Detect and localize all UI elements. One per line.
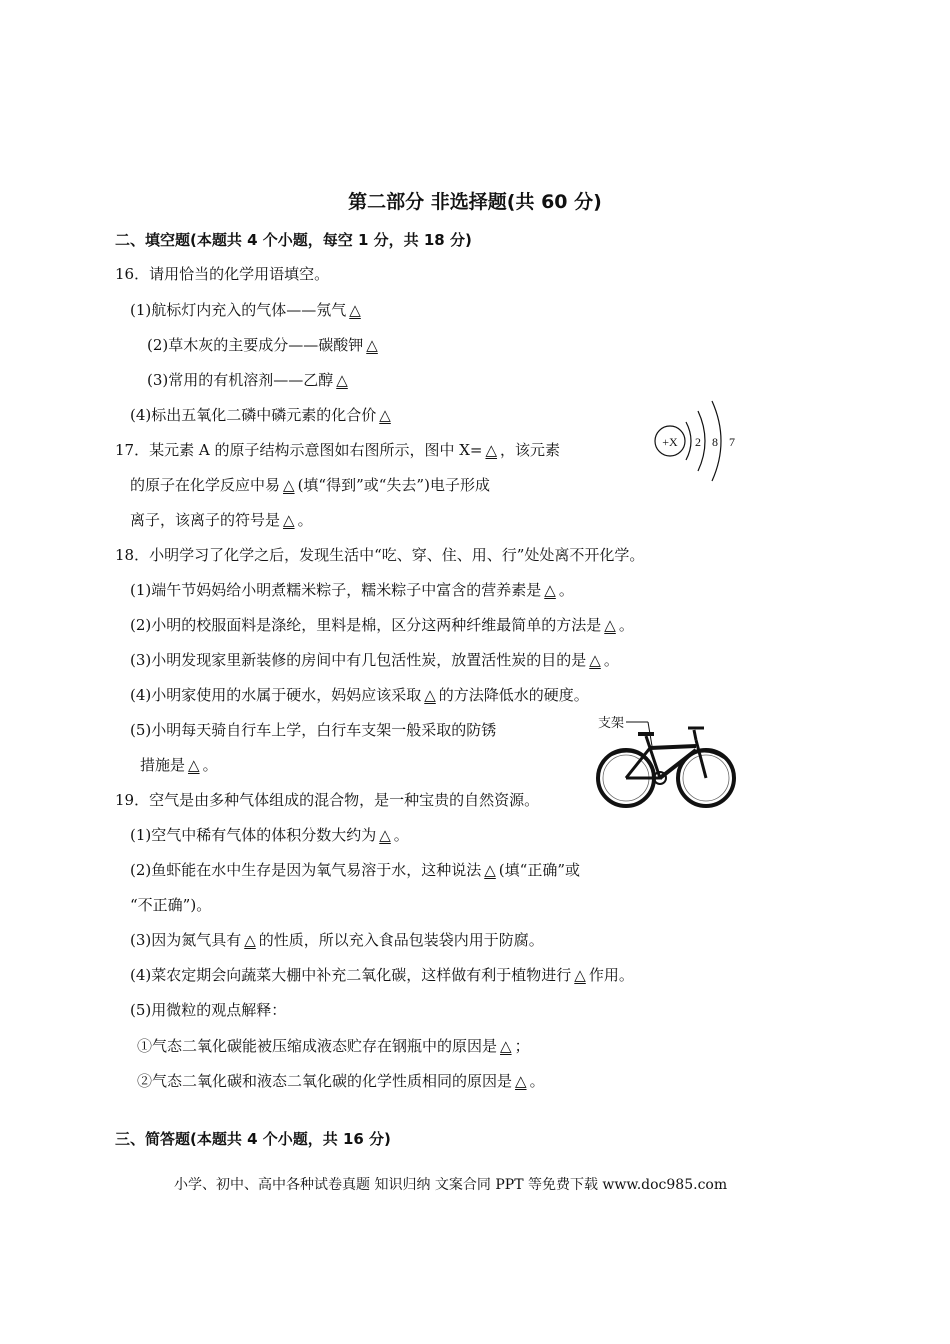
q16-part4: (4)标出五氧化二磷中磷元素的化合价 △ bbox=[130, 405, 394, 425]
q18-stem: 18．小明学习了化学之后，发现生活中“吃、穿、住、用、行”处处离不开化学。 bbox=[115, 546, 645, 564]
answer-blank: △ bbox=[283, 511, 295, 529]
q18-part2: (2)小明的校服面料是涤纶，里料是棉，区分这两种纤维最简单的方法是 △ 。 bbox=[130, 616, 634, 634]
q16-part2: (2)草木灰的主要成分——碳酸钾 △ bbox=[147, 335, 381, 355]
shell-electrons-2: 8 bbox=[712, 435, 718, 449]
q18-part3: (3)小明发现家里新装修的房间中有几包活性炭，放置活性炭的目的是 △ 。 bbox=[130, 651, 619, 669]
q19-sub2: ②气态二氧化碳和液态二氧化碳的化学性质相同的原因是 △ 。 bbox=[137, 1072, 545, 1090]
answer-blank: △ bbox=[379, 826, 391, 844]
answer-blank: △ bbox=[188, 756, 200, 774]
answer-blank: △ bbox=[604, 616, 616, 634]
answer-blank: △ bbox=[379, 406, 391, 424]
answer-blank: △ bbox=[500, 1037, 512, 1055]
q16-part1: (1)航标灯内充入的气体——氖气 △ bbox=[130, 300, 364, 320]
q18-part4: (4)小明家使用的水属于硬水，妈妈应该采取 △ 的方法降低水的硬度。 bbox=[130, 686, 589, 704]
page-footer: 小学、初中、高中各种试卷真题 知识归纳 文案合同 PPT 等免费下载 www.doc985.com bbox=[174, 1177, 728, 1193]
nucleus-label: +X bbox=[662, 435, 678, 449]
q19-part3: (3)因为氮气具有 △ 的性质，所以充入食品包装袋内用于防腐。 bbox=[130, 931, 544, 949]
answer-blank: △ bbox=[283, 476, 295, 494]
q17-line3: 离子，该离子的符号是 △ 。 bbox=[130, 511, 313, 529]
q19-stem: 19．空气是由多种气体组成的混合物，是一种宝贵的自然资源。 bbox=[115, 791, 540, 809]
answer-blank: △ bbox=[574, 966, 586, 984]
answer-blank: △ bbox=[484, 861, 496, 879]
q17-line2: 的原子在化学反应中易 △ (填“得到”或“失去”)电子形成 bbox=[130, 476, 490, 494]
answer-blank: △ bbox=[366, 336, 378, 354]
answer-blank: △ bbox=[336, 371, 348, 389]
q19-part5: (5)用微粒的观点解释： bbox=[130, 1001, 287, 1019]
answer-blank: △ bbox=[349, 301, 361, 319]
answer-blank: △ bbox=[485, 441, 498, 459]
q19-part2-cont: “不正确”)。 bbox=[130, 896, 212, 914]
atom-structure-diagram bbox=[650, 398, 745, 488]
q19-part1: (1)空气中稀有气体的体积分数大约为 △ 。 bbox=[130, 826, 409, 844]
q18-part1: (1)端午节妈妈给小明煮糯米粽子，糯米粽子中富含的营养素是 △ 。 bbox=[130, 581, 574, 599]
q18-part5: (5)小明每天骑自行车上学，白行车支架一般采取的防锈 bbox=[130, 721, 497, 739]
answer-blank: △ bbox=[244, 931, 256, 949]
shell-electrons-1: 2 bbox=[695, 435, 701, 449]
answer-blank: △ bbox=[424, 686, 436, 704]
answer-blank: △ bbox=[544, 581, 556, 599]
bike-support-label: 支架 bbox=[598, 716, 625, 731]
q19-part4: (4)菜农定期会向蔬菜大棚中补充二氧化碳，这样做有利于植物进行 △ 作用。 bbox=[130, 966, 634, 984]
section-3-heading: 三、简答题(本题共 4 个小题，共 16 分) bbox=[115, 1130, 391, 1148]
q17-line1: 17．某元素 A 的原子结构示意图如右图所示，图中 X= △ ，该元素 bbox=[115, 441, 561, 459]
section-2-heading: 二、填空题(本题共 4 个小题，每空 1 分，共 18 分) bbox=[115, 231, 472, 249]
answer-blank: △ bbox=[589, 651, 601, 669]
q19-part2: (2)鱼虾能在水中生存是因为氧气易溶于水，这种说法 △ (填“正确”或 bbox=[130, 861, 580, 879]
shell-electrons-3: 7 bbox=[729, 435, 735, 449]
answer-blank: △ bbox=[515, 1072, 527, 1090]
page-title: 第二部分 非选择题(共 60 分) bbox=[348, 191, 602, 213]
q16-stem: 16．请用恰当的化学用语填空。 bbox=[115, 265, 330, 283]
bicycle-illustration bbox=[592, 710, 742, 812]
q19-sub1: ①气态二氧化碳能被压缩成液态贮存在钢瓶中的原因是 △ ； bbox=[137, 1037, 530, 1055]
q18-part5-cont: 措施是 △ 。 bbox=[140, 756, 218, 774]
q16-part3: (3)常用的有机溶剂——乙醇 △ bbox=[147, 370, 351, 390]
